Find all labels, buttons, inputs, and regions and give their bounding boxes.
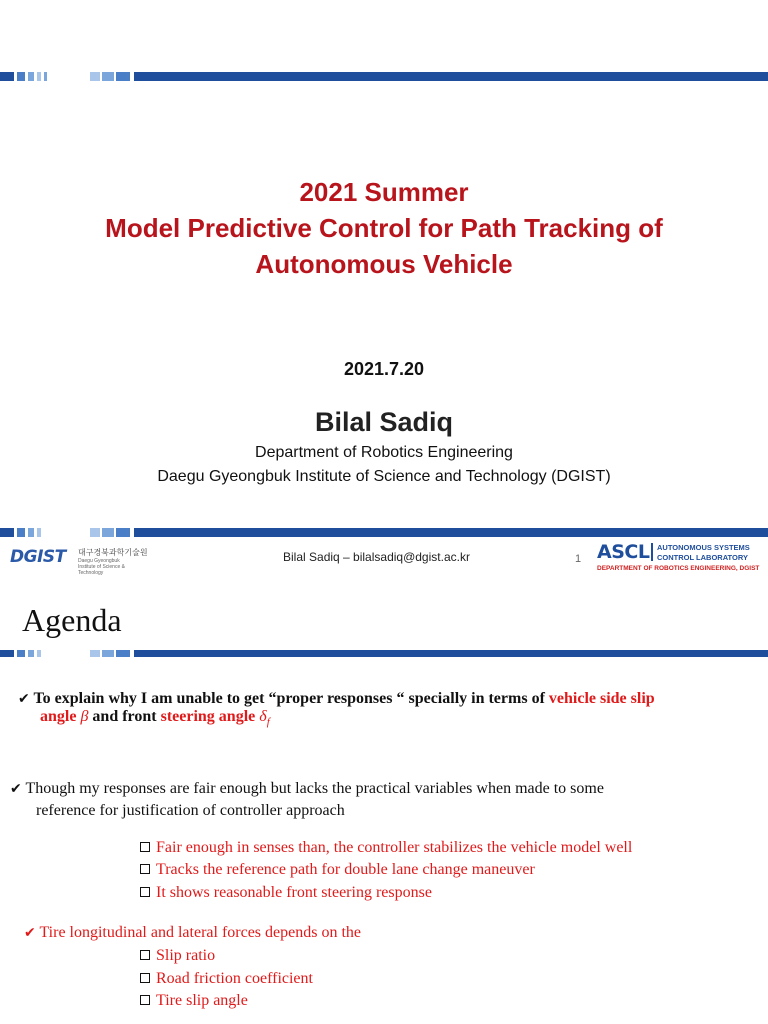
bullet-explain (18, 690, 758, 708)
presentation-date: 2021.7.20 (343, 359, 425, 379)
ascl-line-2: CONTROL LABORATORY (657, 553, 748, 562)
sub-item-text: Tracks the reference path for double lane change maneuver (156, 861, 535, 878)
agenda-heading: Agenda (22, 602, 122, 638)
footer-contact: Bilal Sadiq – bilalsadiq@dgist.ac.kr (283, 550, 470, 564)
sub-item-text: Fair enough in senses than, the controller stabilizes the vehicle model well (156, 839, 633, 856)
math-delta-subscript: f (266, 716, 270, 729)
sub-item-tracks (140, 861, 535, 879)
slide-title-line-2: Model Predictive Control for Path Tracking of (105, 213, 663, 243)
ascl-acronym: ASCL (597, 541, 650, 563)
page-number: 1 (575, 553, 582, 565)
ascl-line-1: AUTONOMOUS SYSTEMS (657, 543, 750, 552)
tire-item-text: Tire slip angle (156, 992, 248, 1009)
checkmark-icon: ✔ (24, 925, 36, 941)
bullet-responses-text-1: Though my responses are fair enough but lacks the practical variables when made to some (25, 780, 604, 797)
agenda-bar (0, 650, 768, 657)
checkbox-square-icon (140, 887, 150, 897)
math-beta: β (80, 708, 89, 725)
ascl-line-3: DEPARTMENT OF ROBOTICS ENGINEERING, DGIST (597, 565, 760, 572)
checkbox-square-icon (140, 864, 150, 874)
bullet-explain-red-c: steering angle (160, 708, 256, 725)
bullet-explain-line2 (40, 708, 270, 728)
sub-item-steering (140, 884, 432, 902)
ascl-logo (595, 541, 763, 575)
slide-title-line-1: 2021 Summer (299, 177, 469, 207)
institute: Daegu Gyeongbuk Institute of Science and Technology (DGIST) (157, 468, 611, 485)
math-delta: δ (259, 708, 267, 725)
ascl-divider (651, 543, 653, 561)
checkbox-square-icon (140, 995, 150, 1005)
dgist-english-name-1: Daegu Gyeongbuk (78, 558, 120, 564)
checkbox-square-icon (140, 950, 150, 960)
tire-item-slip-angle (140, 992, 248, 1010)
dgist-english-name-2: Institute of Science & Technology (78, 564, 125, 576)
tire-item-text: Slip ratio (156, 947, 216, 964)
tire-item-slip-ratio (140, 947, 215, 965)
sub-item-stabilizes (140, 839, 632, 857)
bullet-explain-red-b: angle (40, 708, 77, 725)
bullet-explain-text-a: To explain why I am unable to get “proper responses “ specially in terms of (33, 690, 549, 707)
sub-item-text: It shows reasonable front steering response (156, 884, 432, 901)
checkbox-square-icon (140, 842, 150, 852)
dgist-logo-wordmark: DGIST (10, 547, 66, 567)
checkbox-square-icon (140, 973, 150, 983)
bullet-explain-red-a: vehicle side slip (548, 690, 655, 707)
department: Department of Robotics Engineering (255, 444, 513, 461)
top-header-bar (0, 72, 768, 81)
bullet-responses-line2: reference for justification of controller approach (36, 802, 345, 819)
bullet-tire-forces-text: Tire longitudinal and lateral forces depends on the (39, 924, 361, 941)
tire-item-friction (140, 970, 313, 988)
author-name: Bilal Sadiq (314, 407, 454, 437)
dgist-korean-name: 대구경북과학기술원 (78, 548, 148, 557)
checkmark-icon: ✔ (10, 781, 22, 797)
checkmark-icon: ✔ (18, 691, 30, 707)
bullet-tire-forces (24, 924, 361, 942)
tire-item-text: Road friction coefficient (156, 970, 313, 987)
footer-bar (0, 528, 768, 537)
slide-title-line-3: Autonomous Vehicle (255, 249, 513, 279)
bullet-responses-line1 (10, 780, 604, 798)
bullet-explain-text-b: and front (92, 708, 161, 725)
dgist-logo (8, 545, 148, 576)
